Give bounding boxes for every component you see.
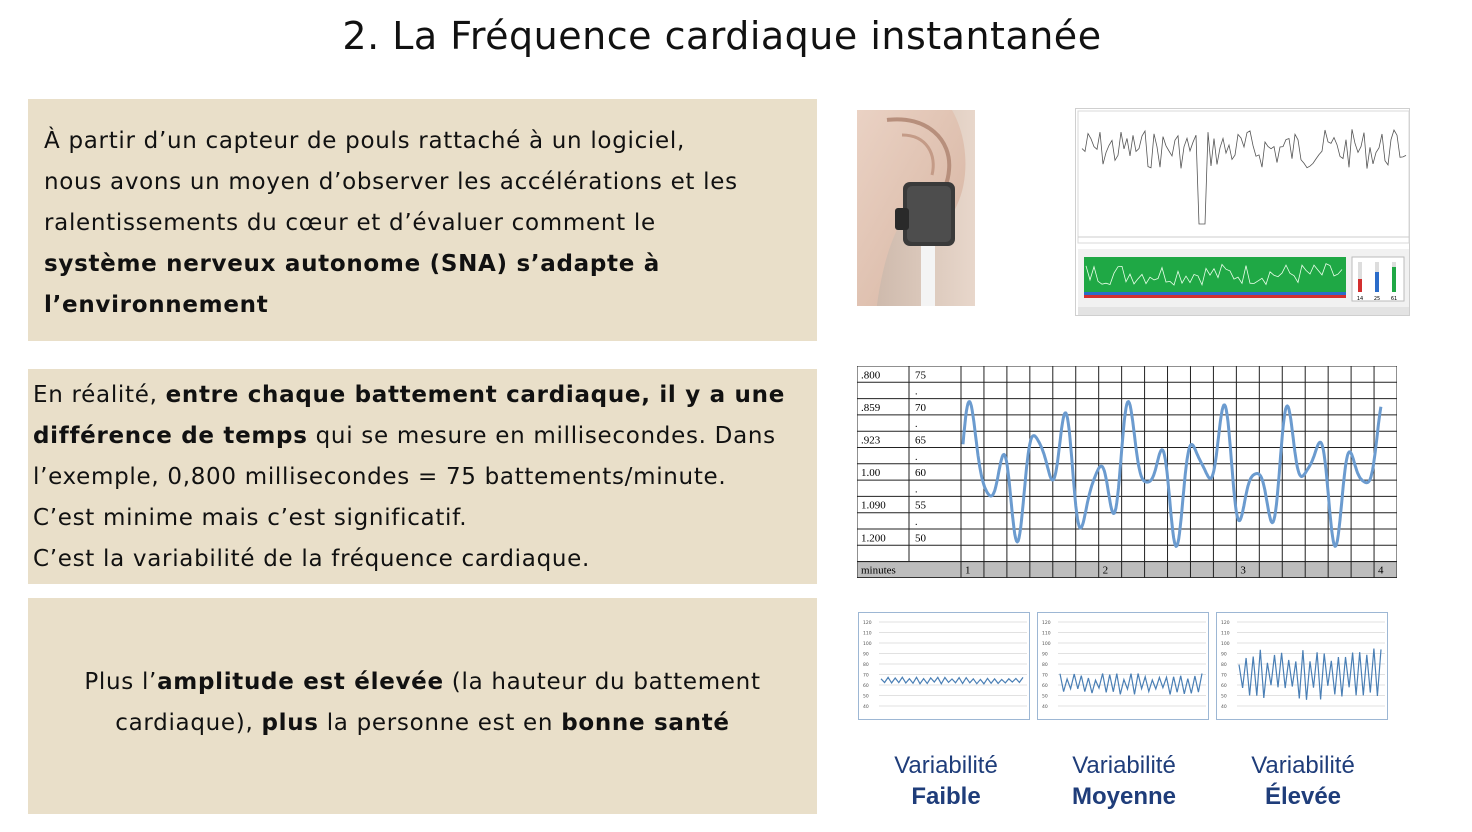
explanation-text-1: En réalité, bbox=[33, 382, 166, 408]
rr-minute-label: 3 bbox=[1240, 564, 1246, 577]
variability-tick: 60 bbox=[1042, 684, 1048, 689]
variability-level: Élevée bbox=[1264, 783, 1342, 810]
variability-line bbox=[1060, 674, 1202, 695]
variability-tick: 100 bbox=[863, 642, 872, 647]
rr-interval-svg bbox=[857, 366, 1397, 578]
explanation-text-2: qui se mesure en millisecondes. Dans bbox=[307, 423, 776, 449]
variability-tick: 50 bbox=[1042, 694, 1048, 700]
rr-ms-label: 1.200 bbox=[861, 532, 886, 545]
rr-bpm-label: 75 bbox=[915, 369, 926, 382]
rr-minute-label: 4 bbox=[1378, 564, 1384, 577]
conclusion-text-3: cardiaque), bbox=[115, 710, 262, 736]
coherence-bar bbox=[1084, 257, 1346, 297]
variability-svg-low bbox=[859, 613, 1031, 721]
variability-tick: 110 bbox=[1221, 631, 1230, 637]
rr-ms-label: 1.00 bbox=[861, 467, 881, 480]
variability-tick: 40 bbox=[1221, 705, 1227, 710]
variability-label-high bbox=[1215, 750, 1391, 812]
intro-paragraph bbox=[44, 121, 801, 326]
rr-ms-label: 1.090 bbox=[861, 499, 886, 512]
readout-3: 61 bbox=[1390, 296, 1398, 302]
variability-level: Moyenne bbox=[1071, 783, 1176, 810]
ear-sensor-illustration bbox=[857, 110, 975, 306]
variability-svg-medium bbox=[1038, 613, 1210, 721]
intro-bold-1: système nerveux autonome (SNA) s’adapte à bbox=[44, 251, 660, 277]
rr-bpm-label: 70 bbox=[915, 401, 926, 414]
variability-tick: 50 bbox=[1221, 694, 1227, 700]
explanation-line-3: l’exemple, 0,800 millisecondes = 75 battements/minute. bbox=[33, 464, 727, 490]
variability-tick: 50 bbox=[863, 694, 869, 700]
variability-label-low bbox=[858, 750, 1034, 812]
intro-text-box bbox=[28, 99, 817, 341]
readout-1: 14 bbox=[1356, 296, 1364, 302]
variability-tick: 120 bbox=[1042, 621, 1051, 626]
variability-panel-medium bbox=[1037, 612, 1209, 720]
variability-tick: 80 bbox=[863, 663, 869, 668]
variability-tick: 90 bbox=[1221, 652, 1227, 658]
hrv-software-screenshot bbox=[1075, 108, 1410, 316]
variability-tick: 90 bbox=[1042, 652, 1048, 658]
variability-tick: 60 bbox=[1221, 684, 1227, 689]
variability-word: Variabilité bbox=[894, 752, 998, 779]
explanation-paragraph bbox=[33, 375, 811, 580]
conclusion-text-box bbox=[28, 598, 817, 814]
explanation-bold-2: différence de temps bbox=[33, 423, 308, 449]
variability-tick: 100 bbox=[1221, 642, 1230, 647]
variability-level: Faible bbox=[911, 783, 981, 810]
ear-sensor-photo bbox=[857, 110, 975, 306]
conclusion-text-4: la personne est en bbox=[318, 710, 562, 736]
variability-label-medium bbox=[1036, 750, 1212, 812]
svg-text:.: . bbox=[915, 419, 918, 431]
explanation-line-4: C’est minime mais c’est significatif. bbox=[33, 505, 468, 531]
variability-tick: 70 bbox=[1221, 673, 1227, 679]
readout-2: 25 bbox=[1373, 296, 1381, 302]
variability-tick: 60 bbox=[863, 684, 869, 689]
variability-word: Variabilité bbox=[1072, 752, 1176, 779]
explanation-bold-1: entre chaque battement cardiaque, il y a une bbox=[165, 382, 785, 408]
intro-line-2: nous avons un moyen d’observer les accélérations et les bbox=[44, 169, 738, 195]
variability-panel-low bbox=[858, 612, 1030, 720]
rr-minute-label: 2 bbox=[1102, 564, 1109, 577]
conclusion-text-2: (la hauteur du battement bbox=[443, 669, 761, 695]
rr-ms-label: .923 bbox=[861, 434, 881, 447]
variability-tick: 90 bbox=[863, 652, 869, 658]
rr-bpm-label: 60 bbox=[915, 467, 926, 480]
variability-tick: 110 bbox=[863, 631, 872, 637]
variability-tick: 70 bbox=[1042, 673, 1048, 679]
explanation-line-5: C’est la variabilité de la fréquence cardiaque. bbox=[33, 546, 591, 572]
variability-tick: 120 bbox=[863, 621, 872, 626]
rr-bpm-label: 65 bbox=[915, 434, 926, 447]
conclusion-bold-2: plus bbox=[261, 710, 319, 736]
software-illustration bbox=[1076, 109, 1411, 317]
variability-tick: 110 bbox=[1042, 631, 1051, 637]
variability-svg-high bbox=[1217, 613, 1389, 721]
svg-text:.: . bbox=[915, 484, 918, 496]
rr-ms-label: .800 bbox=[861, 369, 881, 382]
svg-text:.: . bbox=[915, 451, 918, 463]
rr-bpm-label: 55 bbox=[915, 499, 926, 512]
page-title: 2. La Fréquence cardiaque instantanée bbox=[342, 14, 1102, 58]
intro-bold-2: l’environnement bbox=[44, 292, 269, 318]
variability-tick: 80 bbox=[1221, 663, 1227, 668]
variability-panel-high bbox=[1216, 612, 1388, 720]
rr-bpm-label: 50 bbox=[915, 532, 926, 545]
conclusion-bold-3: bonne santé bbox=[561, 710, 730, 736]
svg-text:.: . bbox=[915, 517, 918, 528]
intro-line-1: À partir d’un capteur de pouls rattaché à un logiciel, bbox=[44, 128, 685, 154]
rr-minute-label: 1 bbox=[965, 564, 971, 577]
conclusion-text-1: Plus l’ bbox=[84, 669, 158, 695]
explanation-text-box bbox=[28, 369, 817, 584]
svg-text:.: . bbox=[915, 386, 918, 398]
conclusion-paragraph bbox=[84, 662, 760, 744]
conclusion-bold-1: amplitude est élevée bbox=[157, 669, 444, 695]
variability-tick: 40 bbox=[1042, 705, 1048, 710]
variability-tick: 70 bbox=[863, 673, 869, 679]
variability-word: Variabilité bbox=[1251, 752, 1355, 779]
rr-footer-label: minutes bbox=[861, 564, 896, 577]
variability-tick: 120 bbox=[1221, 621, 1230, 626]
rr-ms-label: .859 bbox=[861, 401, 881, 414]
variability-tick: 100 bbox=[1042, 642, 1051, 647]
variability-line bbox=[881, 677, 1023, 684]
variability-tick: 80 bbox=[1042, 663, 1048, 668]
variability-tick: 40 bbox=[863, 705, 869, 710]
rr-interval-chart bbox=[857, 366, 1397, 578]
intro-line-3: ralentissements du cœur et d’évaluer comment le bbox=[44, 210, 656, 236]
